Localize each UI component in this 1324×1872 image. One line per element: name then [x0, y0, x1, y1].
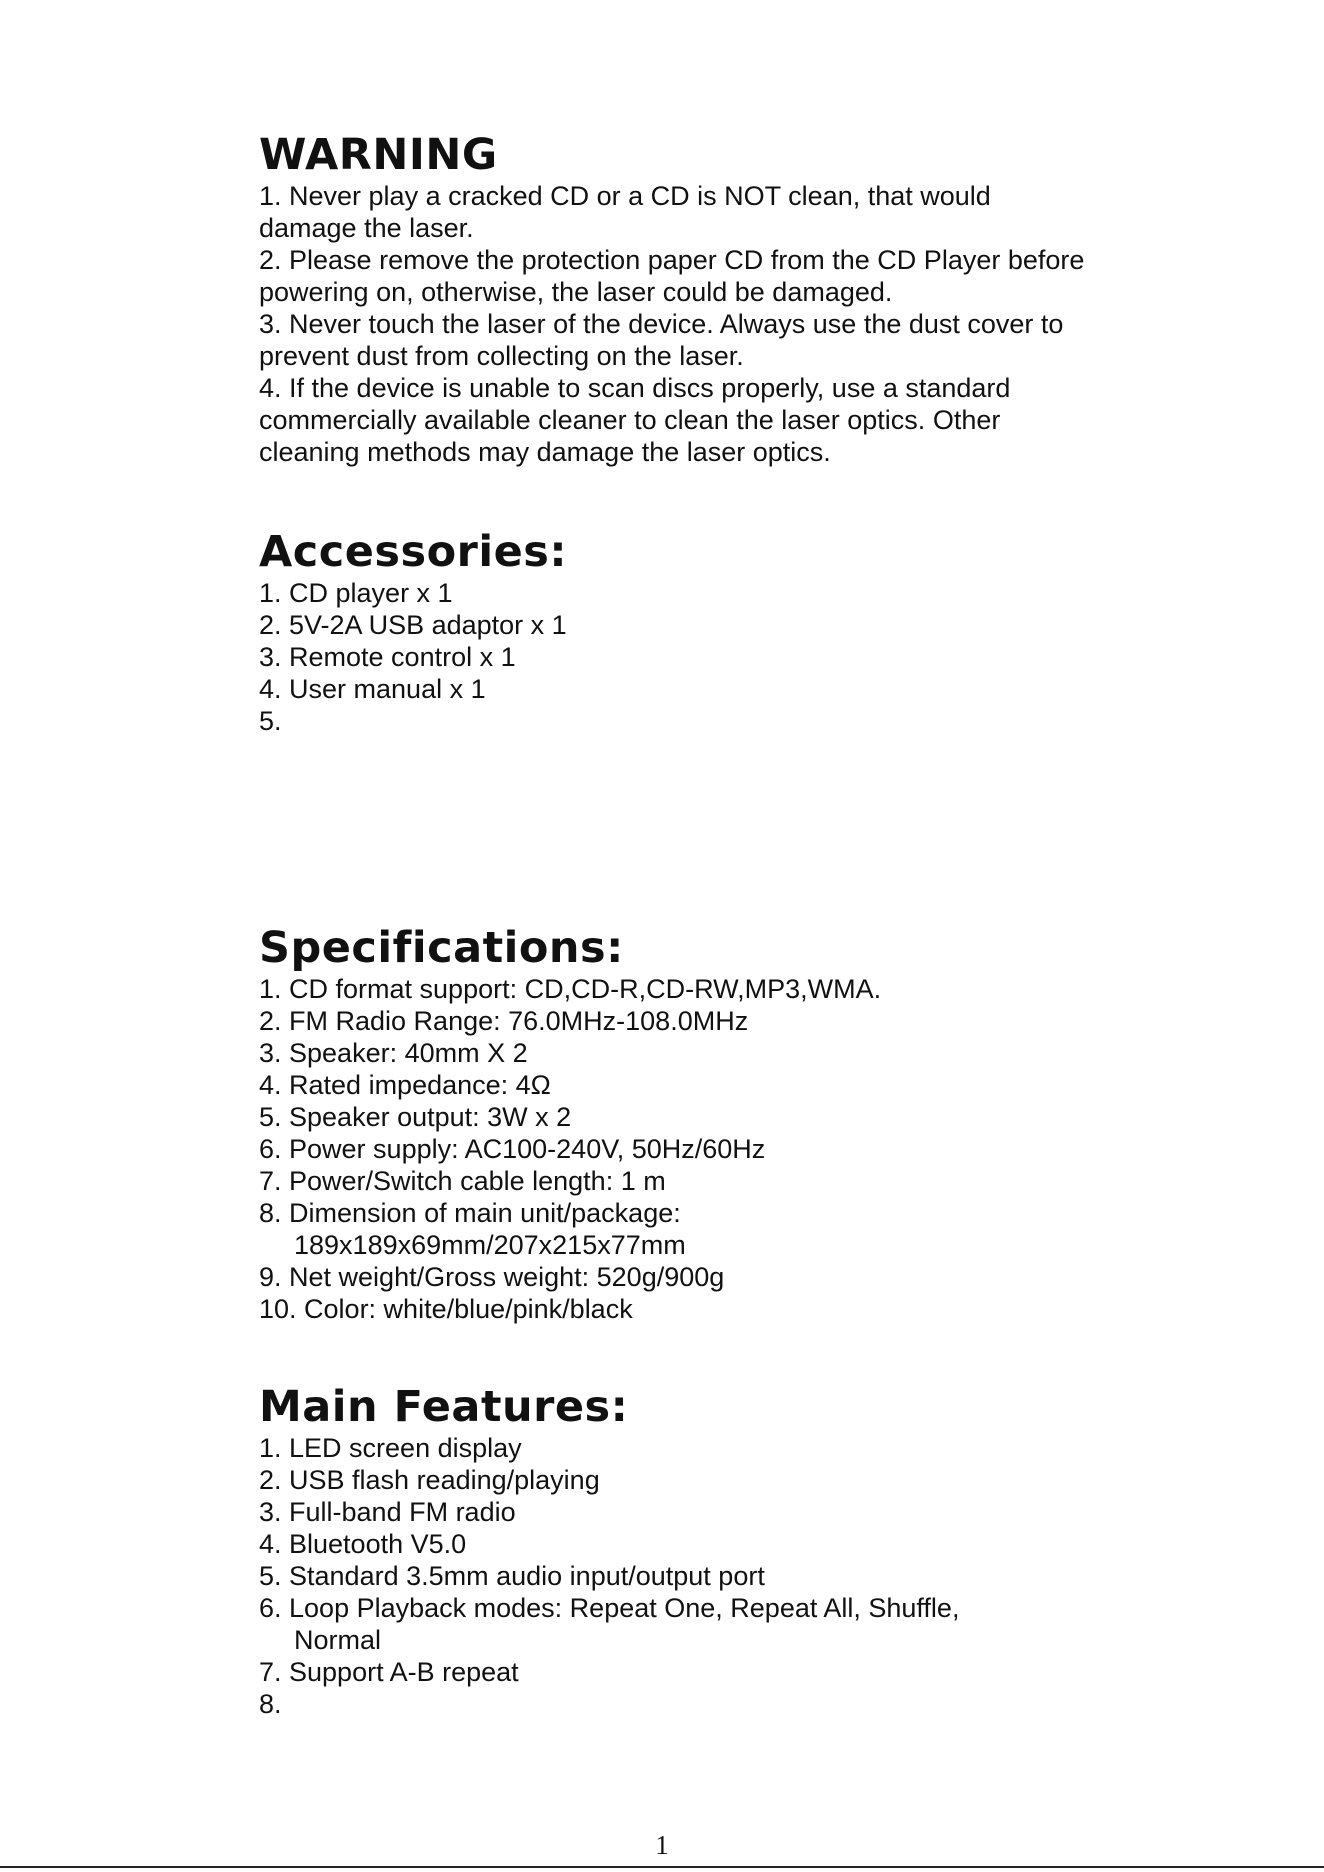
list-item: 4. Bluetooth V5.0 [259, 1529, 467, 1559]
list-item: 4. Rated impedance: 4Ω [259, 1070, 551, 1100]
list-item: 9. Net weight/Gross weight: 520g/900g [259, 1262, 725, 1292]
list-item-text: 6. Loop Playback modes: Repeat One, Repeat All, Shuffle, [259, 1593, 960, 1623]
list-item: 3. Never touch the laser of the device. Always use the dust cover to prevent dust from collecting on the laser. [259, 309, 1064, 371]
list-item: 4. User manual x 1 [259, 674, 486, 704]
list-item: 2. Please remove the protection paper CD from the CD Player before powering on, otherwise, the laser could be damaged. [259, 245, 1085, 307]
list-item: 8. [259, 1689, 282, 1719]
list-item: 2. FM Radio Range: 76.0MHz-108.0MHz [259, 1006, 749, 1036]
list-item: 1. CD player x 1 [259, 578, 453, 608]
list-item [259, 1197, 1159, 1261]
list-item: 7. Power/Switch cable length: 1 m [259, 1166, 666, 1196]
list-item: 2. 5V-2A USB adaptor x 1 [259, 610, 567, 640]
list-item-continuation: 189x189x69mm/207x215x77mm [294, 1230, 686, 1260]
warning-list [259, 180, 1159, 468]
list-item: 6. Power supply: AC100-240V, 50Hz/60Hz [259, 1134, 766, 1164]
list-item: 5. Standard 3.5mm audio input/output port [259, 1561, 765, 1591]
list-item-text: 8. Dimension of main unit/package: [259, 1198, 681, 1228]
list-item: 1. CD format support: CD,CD-R,CD-RW,MP3,WMA. [259, 974, 882, 1004]
warning-heading: WARNING [259, 130, 498, 180]
features-heading: Main Features: [259, 1382, 629, 1432]
accessories-list [259, 577, 1159, 737]
warning-section [259, 130, 1159, 468]
accessories-heading: Accessories: [259, 527, 568, 577]
list-item: 4. If the device is unable to scan discs properly, use a standard commercially available cleaner to clean the laser optics. Other cleaning methods may damage the laser optics. [259, 373, 1011, 467]
bottom-rule [0, 1866, 1324, 1868]
list-item: 5. [259, 706, 282, 736]
page-number: 1 [655, 1830, 669, 1860]
specifications-list [259, 973, 1159, 1325]
list-item: 5. Speaker output: 3W x 2 [259, 1102, 572, 1132]
specifications-section [259, 923, 1159, 1325]
list-item: 7. Support A-B repeat [259, 1657, 519, 1687]
specifications-heading: Specifications: [259, 923, 624, 973]
list-item: 1. LED screen display [259, 1433, 522, 1463]
features-list [259, 1432, 1159, 1720]
list-item-continuation: Normal [294, 1625, 382, 1655]
list-item: 1. Never play a cracked CD or a CD is NOT clean, that would damage the laser. [259, 181, 991, 243]
list-item: 3. Remote control x 1 [259, 642, 516, 672]
accessories-section [259, 527, 1159, 737]
list-item: 3. Speaker: 40mm X 2 [259, 1038, 528, 1068]
list-item [259, 1592, 1159, 1656]
list-item: 10. Color: white/blue/pink/black [259, 1294, 633, 1324]
features-section [259, 1382, 1159, 1720]
list-item: 2. USB flash reading/playing [259, 1465, 600, 1495]
list-item: 3. Full-band FM radio [259, 1497, 516, 1527]
